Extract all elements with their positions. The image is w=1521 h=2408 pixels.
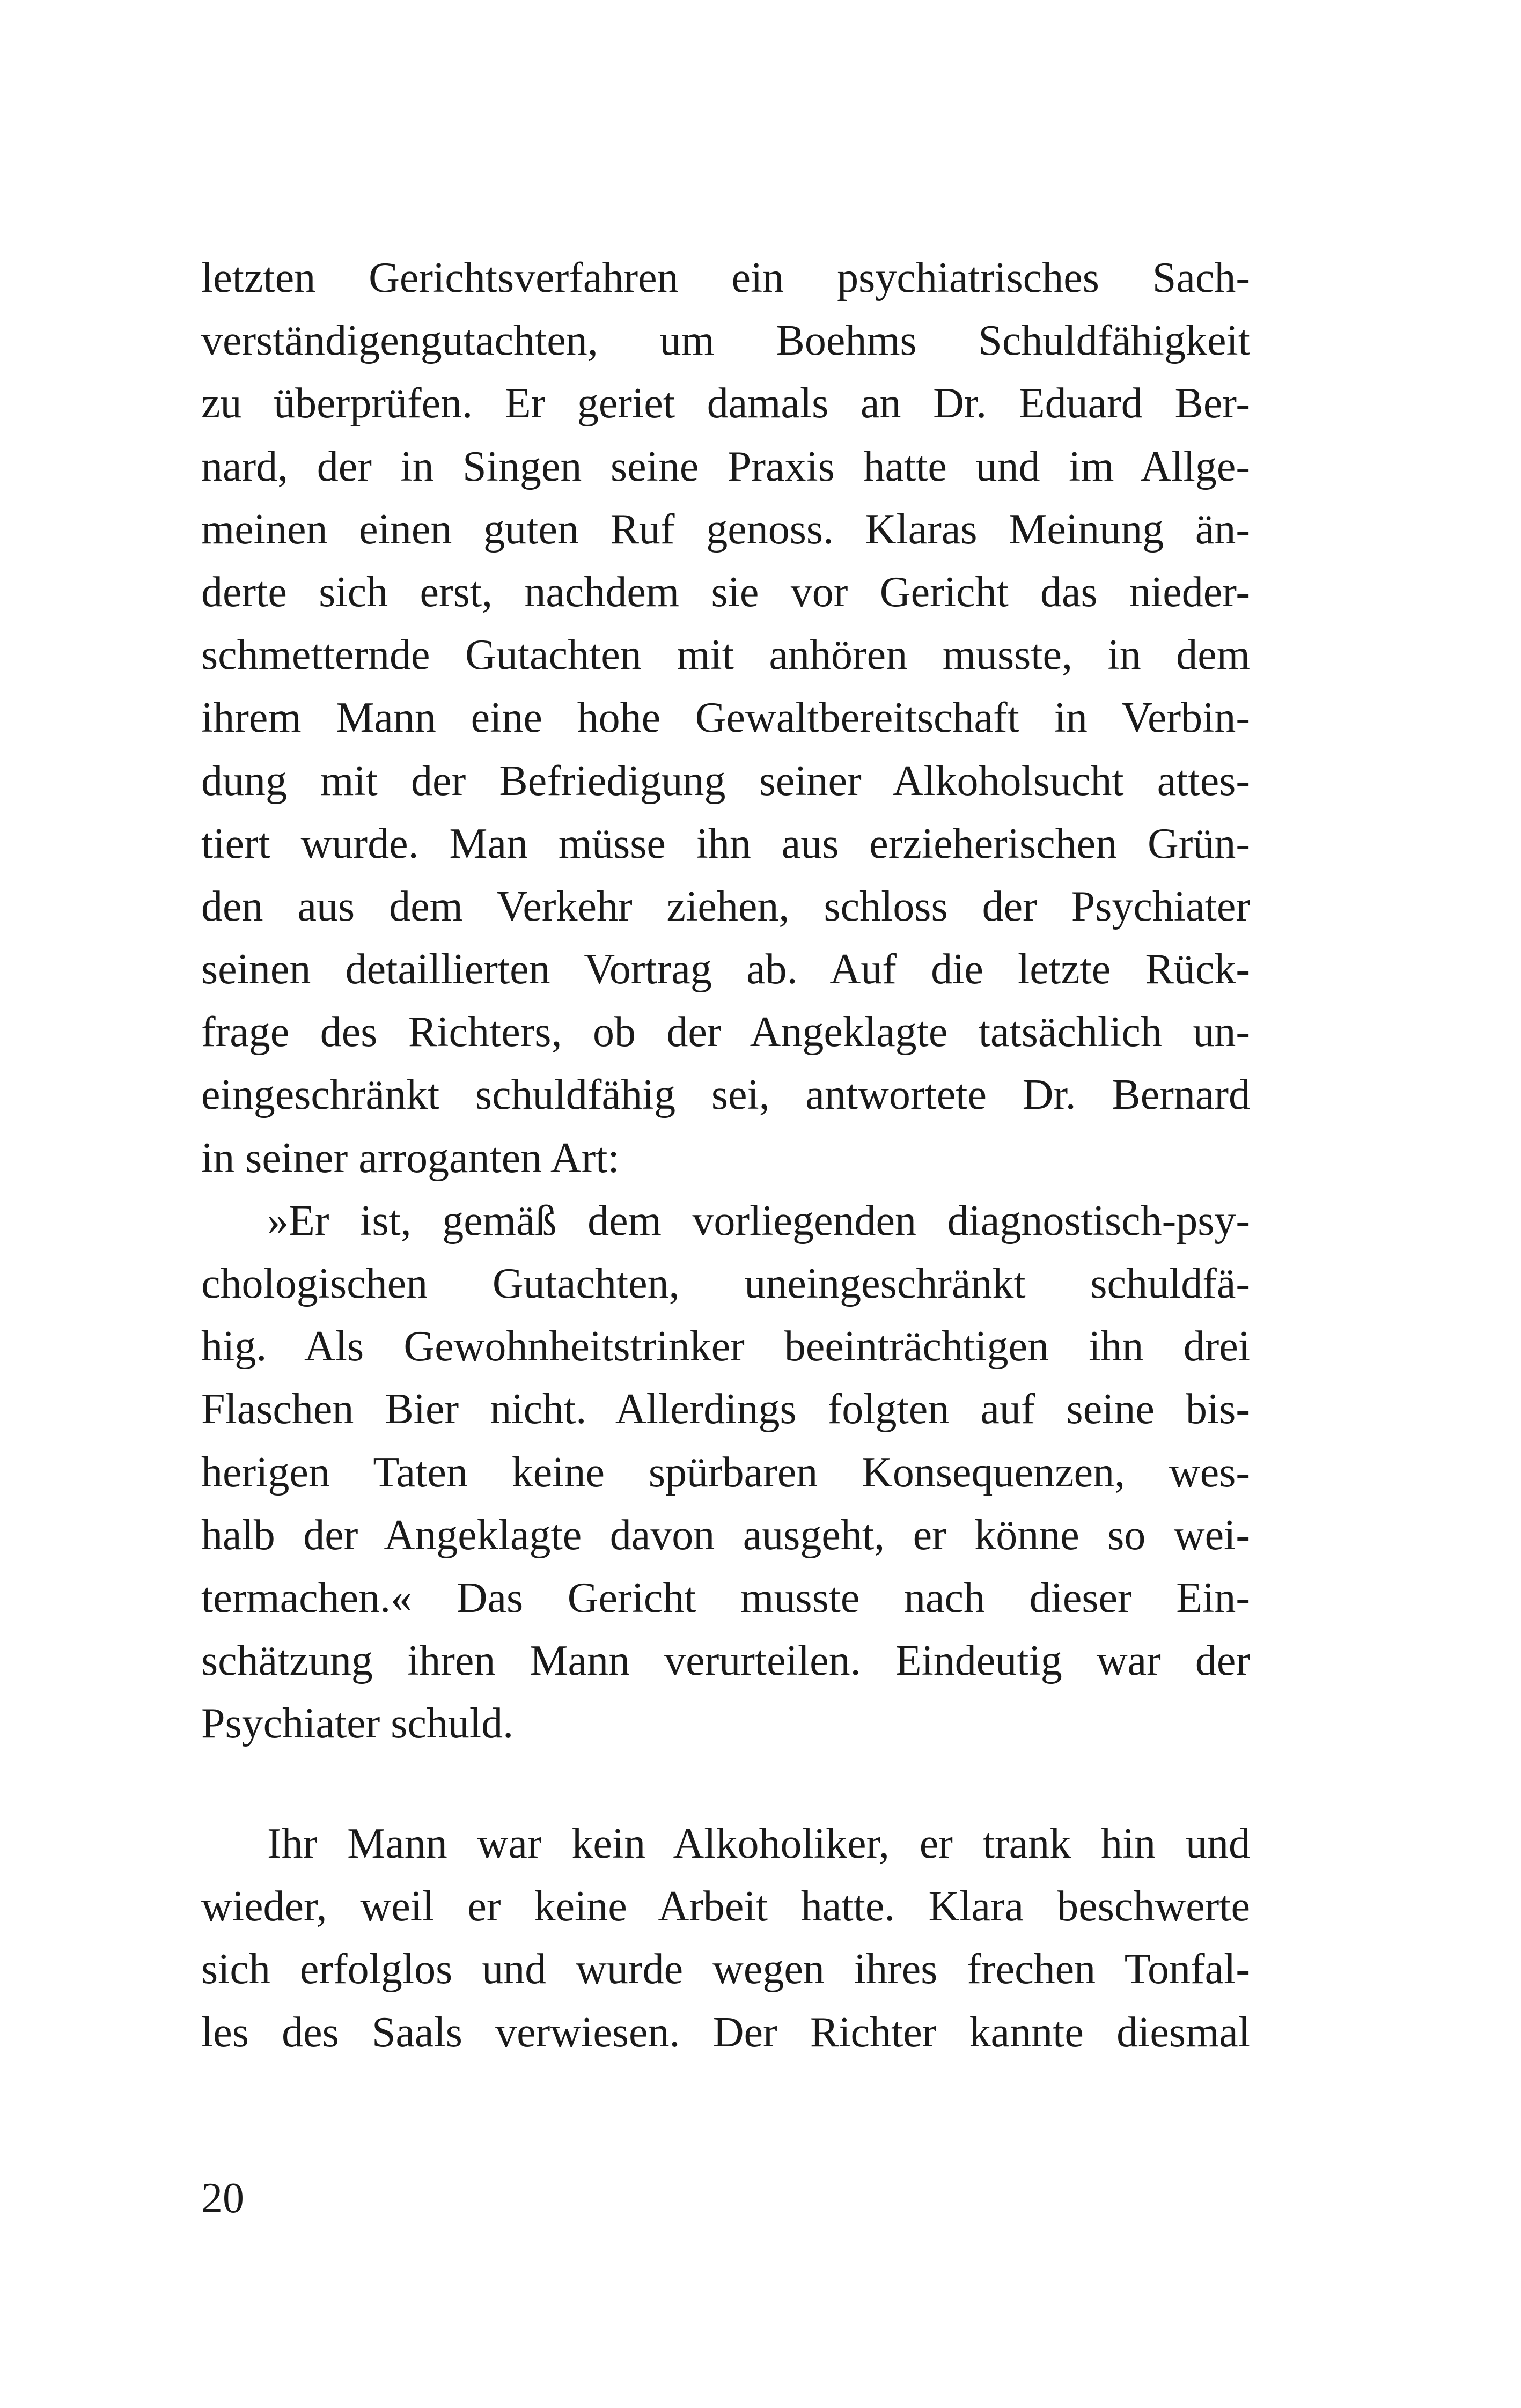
text-line: meinen einen guten Ruf genoss. Klaras Meinung än- xyxy=(201,505,1250,553)
text-line: wieder, weil er keine Arbeit hatte. Klara beschwerte xyxy=(201,1883,1250,1931)
text-line: hig. Als Gewohnheitstrinker beeinträchtigen ihn drei xyxy=(201,1323,1250,1371)
text-line: nard, der in Singen seine Praxis hatte und im Allge- xyxy=(201,443,1250,490)
text-line: »Er ist, gemäß dem vorliegenden diagnostisch-psy- xyxy=(267,1197,1250,1244)
text-line: frage des Richters, ob der Angeklagte tatsächlich un- xyxy=(201,1008,1250,1056)
page-number: 20 xyxy=(201,2175,244,2222)
text-line: letzten Gerichtsverfahren ein psychiatrisches Sach- xyxy=(201,254,1250,301)
text-line: halb der Angeklagte davon ausgeht, er könne so wei- xyxy=(201,1511,1250,1559)
text-line: termachen.« Das Gericht musste nach dieser Ein- xyxy=(201,1574,1250,1622)
text-line: seinen detaillierten Vortrag ab. Auf die letzte Rück- xyxy=(201,946,1250,993)
text-line: dung mit der Befriedigung seiner Alkoholsucht attes- xyxy=(201,757,1250,805)
text-line: zu überprüfen. Er geriet damals an Dr. Eduard Ber- xyxy=(201,380,1250,428)
main-text xyxy=(201,247,1250,1756)
text-line: Flaschen Bier nicht. Allerdings folgten auf seine bis- xyxy=(201,1386,1250,1433)
text-line: eingeschränkt schuldfähig sei, antwortete Dr. Bernard xyxy=(201,1071,1250,1119)
section-text xyxy=(201,1813,1250,2064)
text-line: schätzung ihren Mann verurteilen. Eindeutig war der xyxy=(201,1637,1250,1685)
text-line: tiert wurde. Man müsse ihn aus erzieherischen Grün- xyxy=(201,820,1250,867)
text-line: derte sich erst, nachdem sie vor Gericht das nieder- xyxy=(201,568,1250,616)
text-line: verständigengutachten, um Boehms Schuldfähigkeit xyxy=(201,317,1250,365)
text-line: den aus dem Verkehr ziehen, schloss der Psychiater xyxy=(201,882,1250,930)
text-line: chologischen Gutachten, uneingeschränkt schuldfä- xyxy=(201,1260,1250,1307)
text-line: in seiner arroganten Art: xyxy=(201,1134,620,1182)
text-line: les des Saals verwiesen. Der Richter kannte diesmal xyxy=(201,2008,1250,2056)
text-line: sich erfolglos und wurde wegen ihres frechen Tonfal- xyxy=(201,1946,1250,1993)
text-line: herigen Taten keine spürbaren Konsequenzen, wes- xyxy=(201,1448,1250,1496)
text-line: Ihr Mann war kein Alkoholiker, er trank hin und xyxy=(267,1820,1250,1867)
text-line: Psychiater schuld. xyxy=(201,1700,514,1748)
text-line: schmetternde Gutachten mit anhören musste, in dem xyxy=(201,631,1250,679)
text-line: ihrem Mann eine hohe Gewaltbereitschaft in Verbin- xyxy=(201,694,1250,742)
